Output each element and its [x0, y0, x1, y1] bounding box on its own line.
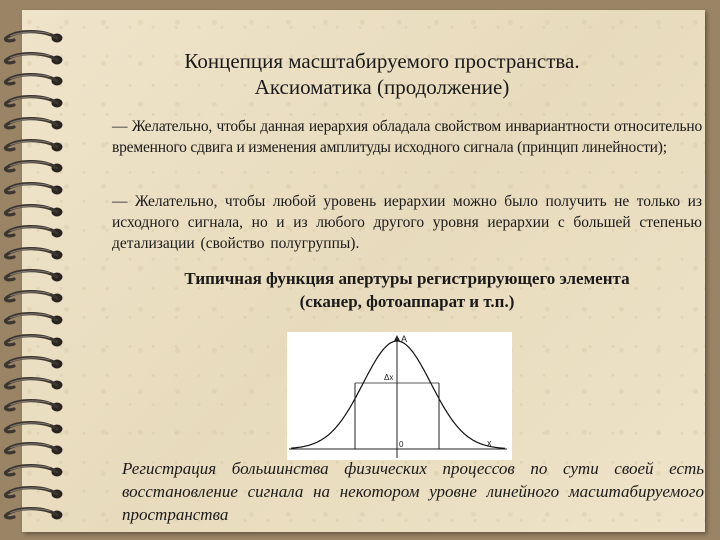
binding-ring — [0, 486, 70, 500]
bullet-paragraph-1: — Желательно, чтобы данная иерархия обладала свойством инвариантности относительно временного сдвига и изменения амплитуды исходного сигнала (принцип линейности); — [112, 118, 702, 156]
binding-ring — [0, 442, 70, 456]
binding-ring — [0, 290, 70, 304]
bullet-paragraph-2: — Желательно, чтобы любой уровень иерархии можно было получить не только из исходного сигнала, но и из любого другого уровня иерархии с большей степенью детализации (свойство полугруппы). — [112, 193, 702, 252]
binding-ring — [0, 95, 70, 109]
aperture-function-graph — [287, 332, 512, 460]
binding-ring — [0, 182, 70, 196]
x-axis-label: x — [487, 438, 492, 448]
binding-ring — [0, 377, 70, 391]
binding-ring — [0, 334, 70, 348]
binding-ring — [0, 247, 70, 261]
binding-ring — [0, 160, 70, 174]
binding-ring — [0, 356, 70, 370]
notebook-page — [22, 10, 705, 532]
origin-label: 0 — [399, 440, 404, 449]
binding-ring — [0, 30, 70, 44]
binding-ring — [0, 52, 70, 66]
binding-ring — [0, 421, 70, 435]
binding-ring — [0, 117, 70, 131]
binding-ring — [0, 139, 70, 153]
section-subtitle — [102, 267, 712, 313]
binding-ring — [0, 225, 70, 239]
title-line-2: Аксиоматика (продолжение) — [254, 75, 510, 99]
y-axis-label: A — [401, 334, 408, 344]
binding-ring — [0, 312, 70, 326]
y-axis-arrow — [394, 335, 400, 341]
binding-ring — [0, 73, 70, 87]
subtitle-line-2: (сканер, фотоаппарат и т.п.) — [299, 292, 515, 311]
binding-ring — [0, 464, 70, 478]
gaussian-curve — [291, 341, 505, 448]
binding-ring — [0, 399, 70, 413]
slide-title — [52, 48, 712, 100]
subtitle-line-1: Типичная функция апертуры регистрирующего элемента — [184, 269, 630, 288]
title-line-1: Концепция масштабируемого пространства. — [184, 49, 580, 73]
caption-text: Регистрация большинства физических процессов по сути своей есть восстановление сигнала на некотором уровне линейного масштабируемого пространства — [122, 459, 704, 524]
binding-ring — [0, 507, 70, 521]
width-label: Δx — [384, 373, 394, 382]
binding-ring — [0, 269, 70, 283]
binding-ring — [0, 204, 70, 218]
